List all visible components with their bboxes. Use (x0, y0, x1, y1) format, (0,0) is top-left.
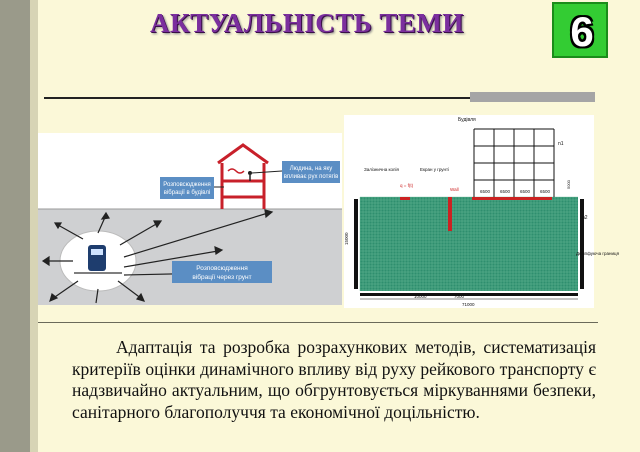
dim-total: 71000 (462, 302, 475, 307)
label-load: q = f(t) (400, 183, 414, 188)
left-decor-stripe-inner (30, 0, 38, 452)
content-divider (38, 322, 598, 323)
person-label-line1: Людина, на яку (289, 166, 333, 172)
building-label-line2: вібрації в будівлі (163, 190, 211, 196)
label-damping: Демпфуюча границя (576, 251, 620, 256)
person-icon (248, 171, 252, 175)
label-wall: Wall (450, 187, 459, 192)
slide-title: АКТУАЛЬНІСТЬ ТЕМИ (150, 8, 464, 38)
vibration-propagation-diagram (38, 133, 342, 305)
slide-number: 6 (570, 8, 594, 55)
ground-label-line2: вібрації через грунт (192, 274, 252, 281)
track-load (400, 197, 410, 200)
label-n2: n2 (582, 215, 588, 221)
label-building: Будівля (458, 117, 476, 123)
vibration-propagation-figure (38, 133, 342, 305)
fe-model-figure (344, 115, 620, 308)
span-1: 6500 (480, 189, 491, 194)
foundation-load (472, 197, 552, 200)
left-decor-stripe (0, 0, 30, 452)
person-label-line2: впливає рух потягів (283, 174, 339, 180)
building-label-line1: Розповсюдження (163, 182, 211, 188)
ground-label-line1: Розповсюдження (196, 265, 248, 272)
span-3: 6500 (520, 189, 531, 194)
building-frame-model (474, 129, 554, 197)
slide-body-text: Адаптація та розробка розрахункових методів, систематизація критеріїв оцінки динамічного впливу від руху рейкового транспорту є надзвичайно актуальним, що обгрунтовується міркуваннями безпеки, санітарного благополуччя та економічної доцільністю. (72, 337, 596, 422)
label-tunnel: Залізнична колія (364, 167, 399, 172)
train-icon (88, 245, 106, 271)
train-window (91, 249, 103, 255)
title-rule (44, 97, 470, 99)
title-rule-accent (470, 92, 595, 102)
screen-wall (448, 197, 452, 231)
dim-10000: 10000 (414, 294, 427, 299)
soil-mesh (360, 197, 578, 291)
dim-7000: 7000 (454, 294, 465, 299)
label-screen: Екран у грунті (420, 167, 450, 172)
dim-right: 5000 (566, 180, 571, 189)
fe-model-diagram (344, 115, 620, 308)
span-2: 6500 (500, 189, 511, 194)
vibration-wave-icon (228, 169, 244, 173)
building-frame (218, 145, 268, 209)
dim-left: 15000 (344, 232, 349, 245)
span-4: 6500 (540, 189, 551, 194)
slide-number-badge (552, 2, 608, 58)
label-n1: n1 (558, 141, 564, 147)
